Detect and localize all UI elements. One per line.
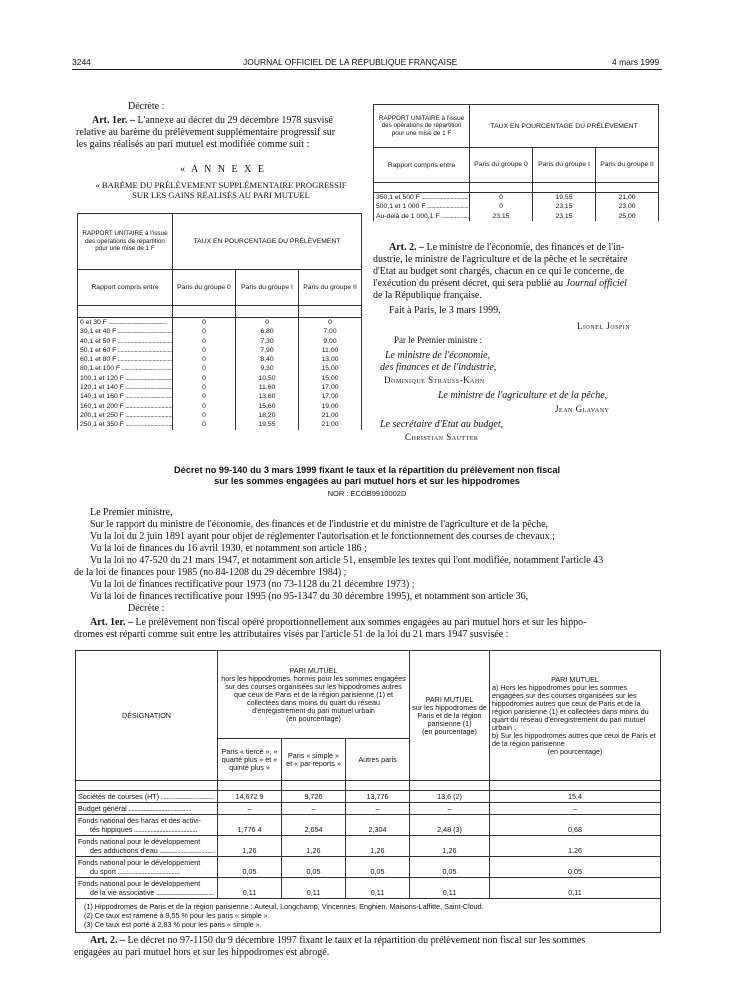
value-cell-v1: – xyxy=(218,803,282,815)
art1-paragraph xyxy=(76,115,361,151)
table-row xyxy=(76,836,661,857)
decrete-label: Décrète : xyxy=(128,101,165,112)
groupe-2-cell: 9,00 xyxy=(299,337,362,346)
table-row xyxy=(78,383,362,392)
journal-officiel-ref: Journal officiel xyxy=(565,278,627,289)
value-cell-v2: 0,05 xyxy=(282,857,346,878)
groupe-2-cell: 21,00 xyxy=(299,420,362,429)
groupe-0-cell: 23,15 xyxy=(470,212,533,221)
signer-strauss-kahn: Dominique Strauss-Kahn xyxy=(384,375,485,385)
value-cell-v5: 0,11 xyxy=(490,878,661,899)
groupe-1-cell: 8,40 xyxy=(236,355,299,364)
visa-5: Vu la loi de finances rectificative pour 1973 (no 73-1128 du 21 décembre 1973) ; xyxy=(90,579,415,590)
art1-line-1: L'annexe au décret du 29 décembre 1978 susvisé xyxy=(137,115,333,126)
range-cell: 120,1 et 140 F ..... xyxy=(78,383,173,392)
table-row xyxy=(76,857,661,878)
designation-label-1: Fonds national pour le développement xyxy=(78,858,201,867)
designation-cell xyxy=(76,815,218,836)
range-cell: 200,1 et 250 F ..... xyxy=(78,411,173,420)
value-cell-v2: 1,26 xyxy=(282,836,346,857)
decree2-art1-label: Art. 1er. – xyxy=(90,617,133,628)
value-cell-v4: 0,11 xyxy=(410,878,490,899)
pm3-unit: (en pourcentage) xyxy=(547,746,603,756)
value-cell-v1: 0,05 xyxy=(218,857,282,878)
decree2-art1-line-2: dromes est réparti comme suit entre les attributaires visés par l'article 51 de la loi du 21 mars 1947 susvisée : xyxy=(74,629,509,640)
value-cell-v2: 2,654 xyxy=(282,815,346,836)
table-row xyxy=(374,202,659,211)
rapport-unitaire-header: RAPPORT UNITAIRE à l'issue des opérations de répartition pour une mise de 1 F xyxy=(374,105,470,148)
art2-line-1: Le ministre de l'économie, des finances et de l'in- xyxy=(426,242,625,253)
rapport-unitaire-header: RAPPORT UNITAIRE à l'issue des opérations de répartition pour une mise de 1 F xyxy=(78,214,173,270)
value-cell-v4: 0,05 xyxy=(410,857,490,878)
table-row xyxy=(78,420,362,429)
groupe-0-cell: 0 xyxy=(173,364,236,373)
pm2-unit: (en pourcentage) xyxy=(422,726,477,736)
col-groupe-0: Paris du groupe 0 xyxy=(470,148,533,183)
visa-2: Vu la loi du 2 juin 1891 ayant pour objet de réglementer l'autorisation et le fonctionnement des courses de chevaux ; xyxy=(90,531,555,542)
designation-label-1: Fonds national pour le développement xyxy=(78,879,201,888)
min-agri: Le ministre de l'agriculture et de la pêche, xyxy=(438,390,608,401)
art1-line-2: relative au barème du prélèvement supplémentaire progressif sur xyxy=(76,127,336,138)
groupe-0-cell: 0 xyxy=(173,383,236,392)
designation-label-1: Fonds national des haras et des activi- xyxy=(78,816,202,825)
groupe-1-cell: 13,60 xyxy=(236,392,299,401)
col-groupe-2: Paris du groupe II xyxy=(299,270,362,306)
groupe-0-cell: 0 xyxy=(173,346,236,355)
pm1-desc: hors les hippodromes, hormis pour les sommes engagées sur des courses organisées sur les hippodromes autres que ceux de Paris et de la région parisienne (1) et collectées dans moins du quart du réseau d'enregistrement du pari mutuel urbain xyxy=(221,673,406,715)
groupe-1-cell: 23,15 xyxy=(533,212,596,221)
groupe-1-cell: 15,60 xyxy=(236,402,299,411)
value-cell-v4: 2,48 (3) xyxy=(410,815,490,836)
groupe-2-cell: 15,00 xyxy=(299,374,362,383)
range-cell: 140,1 et 160 F ..... xyxy=(78,392,173,401)
groupe-0-cell: 0 xyxy=(173,392,236,401)
table-row xyxy=(78,318,362,328)
range-cell: 60,1 et 80 F ..... xyxy=(78,355,173,364)
designation-label-2: du sport ..... xyxy=(78,867,215,876)
range-cell: 160,1 et 200 F ..... xyxy=(78,402,173,411)
groupe-1-cell: 7,30 xyxy=(236,337,299,346)
value-cell-v1: 1,776 4 xyxy=(218,815,282,836)
groupe-2-cell: 15,00 xyxy=(299,364,362,373)
art2-line-4: l'exécution du présent décret, qui sera publié au xyxy=(373,278,564,289)
subcol-autres: Autres paris xyxy=(346,739,410,781)
value-cell-v4: 13,6 (2) xyxy=(410,791,490,803)
value-cell-v4: 1,26 xyxy=(410,836,490,857)
table-row xyxy=(78,374,362,383)
subcol-simple: Paris « simple » et « par reports » xyxy=(282,739,346,781)
range-cell: Au-delà de 1 000,1 F ..... xyxy=(374,212,470,221)
groupe-1-cell: 10,50 xyxy=(236,374,299,383)
decree-title-line-1: Décret no 99-140 du 3 mars 1999 fixant le taux et la répartition du prélèvement non fiscal xyxy=(173,465,560,475)
art2-line-2: dustrie, le ministre de l'agriculture et de la pêche et le secrétaire xyxy=(373,254,628,265)
groupe-2-cell: 0 xyxy=(299,318,362,328)
groupe-0-cell: 0 xyxy=(173,318,236,328)
designation-label-2: tés hippiques ..... xyxy=(78,825,215,834)
designation-cell xyxy=(76,878,218,899)
groupe-2-cell: 13,00 xyxy=(299,355,362,364)
value-cell-v5: 0,05 xyxy=(490,857,661,878)
col-groupe-0: Paris du groupe 0 xyxy=(173,270,236,306)
signer-jospin: Lionel Jospin xyxy=(577,321,631,331)
designation-label-2: de la vie associative ..... xyxy=(78,888,215,897)
designation-cell xyxy=(76,836,218,857)
value-cell-v3: 0,05 xyxy=(346,857,410,878)
par-premier-ministre: Par le Premier ministre : xyxy=(394,335,482,345)
footnote-2: (2) Ce taux est ramené à 9,55 % pour les paris « simple ». xyxy=(84,911,270,920)
groupe-0-cell: 0 xyxy=(173,402,236,411)
visa-4-cont: de la loi de finances pour 1985 (no 84-1208 du 29 décembre 1984) ; xyxy=(74,567,347,578)
art1-line-3: les gains réalisés au pari mutuel est modifiée comme suit : xyxy=(76,139,310,150)
pm1-header xyxy=(218,651,410,739)
value-cell-v2: 9,726 xyxy=(282,791,346,803)
value-cell-v4: – xyxy=(410,803,490,815)
pm1-title: PARI MUTUEL xyxy=(289,665,338,675)
decree2-art1 xyxy=(74,617,674,641)
pm3-b: b) Sur les hippodromes autres que ceux de Paris et de la région parisienne xyxy=(492,730,656,748)
value-cell-v1: 14,672 9 xyxy=(218,791,282,803)
col-groupe-1: Paris du groupe I xyxy=(236,270,299,306)
signer-sautter: Christian Sautter xyxy=(405,432,479,442)
table-row xyxy=(374,193,659,203)
range-cell: 30,1 et 40 F ..... xyxy=(78,327,173,336)
header-date: 4 mars 1999 xyxy=(612,57,660,67)
decree2-art2-line-2: engagées au pari mutuel hors et sur les hippodromes est abrogé. xyxy=(74,947,330,958)
groupe-0-cell: 0 xyxy=(470,202,533,211)
footnotes-cell xyxy=(76,899,661,933)
visa-6: Vu la loi de finances rectificative pour 1995 (no 95-1347 du 30 décembre 1995), et notamment son article 36, xyxy=(90,591,529,602)
groupe-2-cell: 25,00 xyxy=(596,212,659,221)
value-cell-v5: 0,68 xyxy=(490,815,661,836)
groupe-1-cell: 18,20 xyxy=(236,411,299,420)
designation-label-1: Budget général ..... xyxy=(78,804,215,813)
table-row xyxy=(78,346,362,355)
rapport-compris-header: Rapport compris entre xyxy=(374,148,470,183)
col-groupe-1: Paris du groupe I xyxy=(533,148,596,183)
decree2-art2-line-1: Le décret no 97-1150 du 9 décembre 1997 fixant le taux et la répartition du prélèvement non fiscal sur les sommes xyxy=(127,935,586,946)
value-cell-v1: 0,11 xyxy=(218,878,282,899)
value-cell-v3: 2,304 xyxy=(346,815,410,836)
decree-title xyxy=(72,465,662,487)
bareme-title xyxy=(76,180,366,200)
range-cell: 100,1 et 120 F ..... xyxy=(78,374,173,383)
table-row xyxy=(78,337,362,346)
table-row xyxy=(76,815,661,836)
bareme-line-2: SUR LES GAINS RÉALISÉS AU PARI MUTUEL xyxy=(132,190,310,200)
art2-line-3: d'Etat au budget sont chargés, chacun en ce qui le concerne, de xyxy=(373,266,625,277)
bareme-line-1: « BARÈME DU PRÉLÈVEMENT SUPPLÉMENTAIRE PROGRESSIF xyxy=(95,180,347,190)
groupe-0-cell: 0 xyxy=(173,355,236,364)
repartition-table xyxy=(75,650,661,933)
groupe-0-cell: 0 xyxy=(173,374,236,383)
range-cell: 50,1 et 60 F ..... xyxy=(78,346,173,355)
rapport-compris-header: Rapport compris entre xyxy=(78,270,173,306)
pm3-title: PARI MUTUEL xyxy=(551,674,599,684)
subcol-tierce: Paris « tiercé », « quarté plus » et « quinté plus » xyxy=(218,739,282,781)
value-cell-v1: 1,26 xyxy=(218,836,282,857)
table-row xyxy=(76,803,661,815)
groupe-1-cell: 23,15 xyxy=(533,202,596,211)
designation-cell xyxy=(76,857,218,878)
groupe-1-cell: 19,55 xyxy=(533,193,596,203)
designation-label-1: Fonds national pour le développement xyxy=(78,837,201,846)
value-cell-v2: 0,11 xyxy=(282,878,346,899)
groupe-0-cell: 0 xyxy=(470,193,533,203)
fait-a-paris: Fait à Paris, le 3 mars 1999. xyxy=(389,305,501,316)
taux-header: TAUX EN POURCENTAGE DU PRÉLÈVEMENT xyxy=(470,105,659,148)
visa-4: Vu la loi no 47-520 du 21 mars 1947, et notamment son article 51, ensemble les textes qui l'ont modifiée, notamment l'article 43 xyxy=(90,555,604,566)
groupe-1-cell: 9,30 xyxy=(236,364,299,373)
value-cell-v3: 0,11 xyxy=(346,878,410,899)
taux-header: TAUX EN POURCENTAGE DU PRÉLÈVEMENT xyxy=(173,214,362,270)
value-cell-v5: 1,26 xyxy=(490,836,661,857)
footnote-3: (3) Ce taux est porté à 2,83 % pour les paris « simple ». xyxy=(84,920,262,929)
decrete-label-2: Décrète : xyxy=(128,603,165,614)
annexe-title: « A N N E X E xyxy=(180,164,266,175)
range-cell: 80,1 et 100 F ..... xyxy=(78,364,173,373)
groupe-0-cell: 0 xyxy=(173,411,236,420)
range-cell: 0 et 30 F ..... xyxy=(78,318,173,328)
groupe-2-cell: 23,00 xyxy=(596,202,659,211)
pm3-a: a) Hors les hippodromes pour les sommes engagées sur des courses organisées sur les hippodromes autres que ceux de Paris et de la région parisienne (1) et collectées dans moins du quart du réseau d'enregistrement du pari mutuel urbain ; xyxy=(492,682,649,732)
signer-glavany: Jean Glavany xyxy=(555,404,610,414)
decree-title-line-2: sur les sommes engagées au pari mutuel hors et sur les hippodromes xyxy=(214,476,520,486)
designation-header: DÉSIGNATION xyxy=(76,651,218,781)
table-row xyxy=(78,402,362,411)
pm3-header xyxy=(490,651,661,781)
pm2-desc: sur les hippodromes de Paris et de la région parisienne (1) xyxy=(412,702,487,728)
designation-label-2: des adductions d'eau ..... xyxy=(78,846,215,855)
pm1-unit: (en pourcentage) xyxy=(286,713,341,723)
designation-cell xyxy=(76,791,218,803)
groupe-2-cell: 17,00 xyxy=(299,383,362,392)
table-row xyxy=(76,791,661,803)
visas-block xyxy=(74,519,674,603)
table-row xyxy=(78,327,362,336)
groupe-2-cell: 11,00 xyxy=(299,346,362,355)
journal-title: JOURNAL OFFICIEL DE LA RÉPUBLIQUE FRANÇAISE xyxy=(243,57,458,67)
header-rule xyxy=(72,69,662,70)
pm2-header xyxy=(410,651,490,781)
footnote-1: (1) Hippodromes de Paris et de la région parisienne : Auteuil, Longchamp, Vincennes, Enghien, Maisons-Laffitte, Saint-Cloud. xyxy=(84,902,484,911)
groupe-2-cell: 17,00 xyxy=(299,392,362,401)
art2-label: Art. 2. – xyxy=(389,242,424,253)
groupe-1-cell: 19,55 xyxy=(236,420,299,429)
groupe-0-cell: 0 xyxy=(173,327,236,336)
min-eco-line-1: Le ministre de l'économie, xyxy=(385,350,491,361)
decree2-art2-label: Art. 2. – xyxy=(90,935,125,946)
premier-ministre: Le Premier ministre, xyxy=(90,507,173,518)
table-row xyxy=(374,212,659,221)
groupe-2-cell: 21,00 xyxy=(299,411,362,420)
visa-3: Vu la loi de finances du 16 avril 1930, et notamment son article 186 ; xyxy=(90,543,367,554)
min-eco-line-2: des finances et de l'industrie, xyxy=(380,362,497,373)
range-cell: 40,1 et 50 F ..... xyxy=(78,337,173,346)
table-row xyxy=(78,364,362,373)
art1-label: Art. 1er. – xyxy=(92,115,135,126)
table-row xyxy=(76,878,661,899)
pm2-title: PARI MUTUEL xyxy=(425,694,474,704)
decree2-art1-line-1: Le prélèvement non fiscal opéré proportionnellement aux sommes engagées au pari mutuel hors et sur les hippo- xyxy=(135,617,587,628)
range-cell: 500,1 et 1 000 F ..... xyxy=(374,202,470,211)
designation-cell xyxy=(76,803,218,815)
value-cell-v3: 1,26 xyxy=(346,836,410,857)
page-number: 3244 xyxy=(72,57,91,67)
decree2-art2 xyxy=(74,935,674,959)
table-row xyxy=(78,411,362,420)
groupe-2-cell: 7,00 xyxy=(299,327,362,336)
groupe-1-cell: 7,90 xyxy=(236,346,299,355)
value-cell-v2: – xyxy=(282,803,346,815)
groupe-0-cell: 0 xyxy=(173,420,236,429)
visa-1: Sur le rapport du ministre de l'économie, des finances et de l'industrie et du ministre de l'agriculture et de la pêche, xyxy=(90,519,549,530)
bareme-table-1 xyxy=(77,213,362,430)
value-cell-v3: – xyxy=(346,803,410,815)
table-row xyxy=(78,392,362,401)
groupe-2-cell: 19,00 xyxy=(299,402,362,411)
sec-etat-budget: Le secrétaire d'Etat au budget, xyxy=(380,419,504,430)
groupe-2-cell: 21,00 xyxy=(596,193,659,203)
art2-paragraph xyxy=(373,242,663,302)
art2-line-5: de la République française. xyxy=(373,290,482,301)
groupe-1-cell: 0 xyxy=(236,318,299,328)
range-cell: 250,1 et 350 F ..... xyxy=(78,420,173,429)
nor-code: NOR : ECOB9910002D xyxy=(327,489,407,498)
value-cell-v5: – xyxy=(490,803,661,815)
bareme-table-2 xyxy=(373,104,659,221)
value-cell-v5: 15,4 xyxy=(490,791,661,803)
col-groupe-2: Paris du groupe II xyxy=(596,148,659,183)
groupe-0-cell: 0 xyxy=(173,337,236,346)
designation-label-1: Sociétés de courses (HT) ..... xyxy=(78,792,215,801)
range-cell: 350,1 et 500 F ..... xyxy=(374,193,470,203)
value-cell-v3: 13,776 xyxy=(346,791,410,803)
groupe-1-cell: 6,80 xyxy=(236,327,299,336)
groupe-1-cell: 11,60 xyxy=(236,383,299,392)
table-row xyxy=(78,355,362,364)
